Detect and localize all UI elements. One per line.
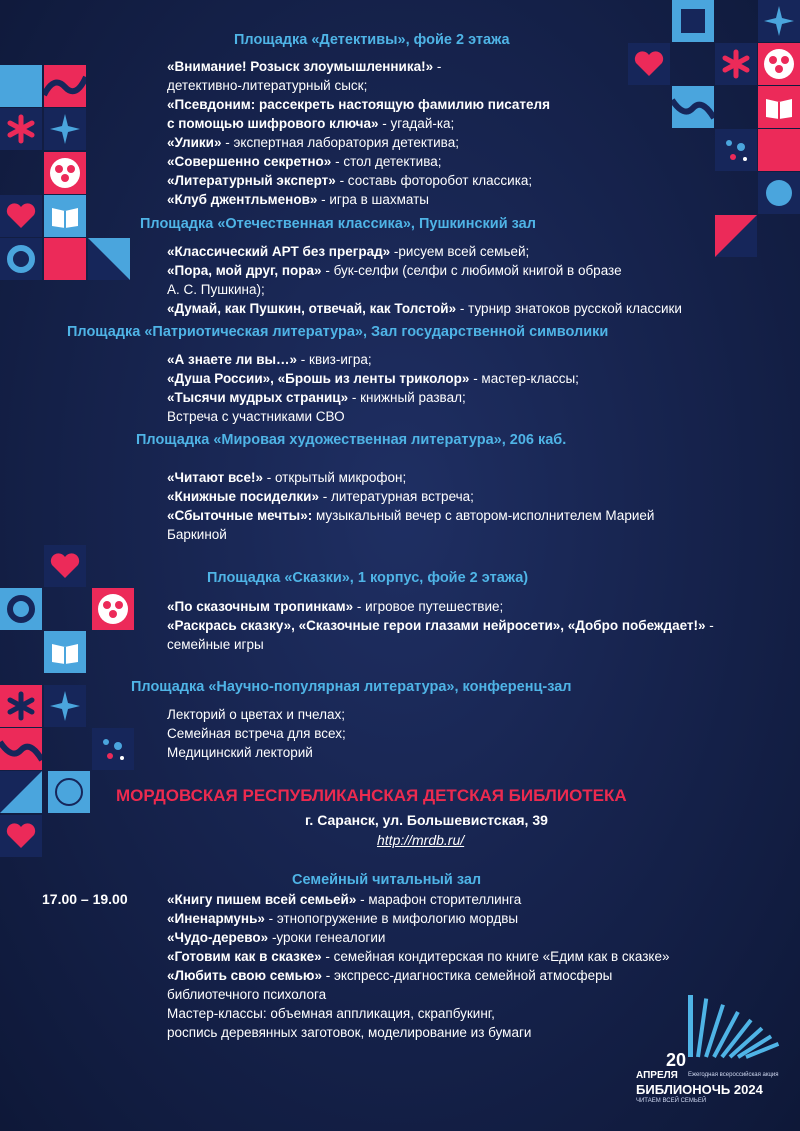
list-item: «Тысячи мудрых страниц» - книжный развал; bbox=[167, 390, 466, 405]
heart-icon bbox=[0, 815, 42, 857]
section-heading-detectives: Площадка «Детективы», фойе 2 этажа bbox=[234, 32, 510, 48]
section-body-detectives bbox=[167, 57, 550, 209]
reading-room-time: 17.00 – 19.00 bbox=[42, 891, 128, 907]
list-item: «Псевдоним: рассекреть настоящую фамилию писателя bbox=[167, 97, 550, 112]
list-item: «Клуб джентльменов» - игра в шахматы bbox=[167, 192, 430, 207]
sparkle-icon bbox=[758, 0, 800, 42]
wave-icon bbox=[44, 65, 86, 107]
list-item: «Любить свою семью» - экспресс-диагностика семейной атмосферы bbox=[167, 968, 613, 983]
list-item: Встреча с участниками СВО bbox=[167, 409, 345, 424]
ring-icon bbox=[0, 238, 42, 280]
triangle-icon bbox=[715, 215, 757, 257]
list-item: Баркиной bbox=[167, 527, 227, 542]
corner-icon bbox=[44, 238, 86, 280]
book-icon bbox=[44, 195, 86, 237]
list-item: «Готовим как в сказке» - семейная кондитерская по книге «Едим как в сказке» bbox=[167, 949, 670, 964]
section-body-popular-science bbox=[167, 705, 346, 762]
logo-month: АПРЕЛЯ bbox=[636, 1070, 678, 1081]
list-item: «Читают все!» - открытый микрофон; bbox=[167, 470, 407, 485]
corner-icon bbox=[758, 129, 800, 171]
list-item: А. С. Пушкина); bbox=[167, 282, 265, 297]
list-item: Медицинский лекторий bbox=[167, 745, 313, 760]
list-item: «Душа России», «Брошь из ленты триколор» - мастер-классы; bbox=[167, 371, 579, 386]
circle-icon bbox=[48, 771, 90, 813]
section-body-patriotic bbox=[167, 350, 579, 426]
section-heading-world-literature: Площадка «Мировая художественная литература», 206 каб. bbox=[136, 432, 567, 448]
list-item: «Книгу пишем всей семьей» - марафон сторителлинга bbox=[167, 892, 522, 907]
circle-icon bbox=[758, 172, 800, 214]
sunburst-icon bbox=[636, 990, 786, 1060]
section-heading-classics: Площадка «Отечественная классика», Пушкинский зал bbox=[140, 216, 536, 232]
list-item: Лекторий о цветах и пчелах; bbox=[167, 707, 345, 722]
list-item: роспись деревянных заготовок, моделирование из бумаги bbox=[167, 1025, 532, 1040]
list-item: библиотечного психолога bbox=[167, 987, 327, 1002]
list-item: «Совершенно секретно» - стол детектива; bbox=[167, 154, 442, 169]
triangle-icon bbox=[0, 771, 42, 813]
family-icon bbox=[758, 43, 800, 85]
list-item: «Иненармунь» - этнопогружение в мифологию мордвы bbox=[167, 911, 519, 926]
list-item: «Пора, мой друг, пора» - бук-селфи (селфи с любимой книгой в образе bbox=[167, 263, 622, 278]
list-item: «Классический АРТ без преград» -рисуем всей семьей; bbox=[167, 244, 530, 259]
reading-room-heading: Семейный читальный зал bbox=[292, 872, 482, 888]
ring-icon bbox=[0, 588, 42, 630]
list-item: «Чудо-дерево» -уроки генеалогии bbox=[167, 930, 386, 945]
library-link[interactable]: http://mrdb.ru/ bbox=[377, 832, 465, 848]
biblionight-logo bbox=[636, 990, 786, 1110]
section-body-fairy-tales bbox=[167, 597, 714, 654]
triangle-icon bbox=[88, 238, 130, 280]
section-body-world-literature bbox=[167, 468, 654, 544]
logo-name: БИБЛИОНОЧЬ 2024 bbox=[636, 1082, 763, 1097]
heart-icon bbox=[628, 43, 670, 85]
asterisk-icon bbox=[0, 685, 42, 727]
family-icon bbox=[92, 588, 134, 630]
list-item: «Сбыточные мечты»: музыкальный вечер с автором-исполнителем Марией bbox=[167, 508, 655, 523]
dots-icon bbox=[715, 129, 757, 171]
asterisk-icon bbox=[0, 108, 42, 150]
dots-icon bbox=[92, 728, 134, 770]
section-heading-fairy-tales: Площадка «Сказки», 1 корпус, фойе 2 этажа) bbox=[207, 570, 529, 586]
logo-tagline: Ежегодная всероссийская акция bbox=[688, 1072, 779, 1078]
list-item: «Литературный эксперт» - составь фоторобот классика; bbox=[167, 173, 533, 188]
circle-icon bbox=[0, 65, 42, 107]
asterisk-icon bbox=[715, 43, 757, 85]
sparkle-icon bbox=[44, 685, 86, 727]
wave-icon bbox=[0, 728, 42, 770]
list-item: семейные игры bbox=[167, 637, 264, 652]
section-heading-popular-science: Площадка «Научно-популярная литература», конференц-зал bbox=[131, 679, 572, 695]
list-item: «Думай, как Пушкин, отвечай, как Толстой» - турнир знатоков русской классики bbox=[167, 301, 682, 316]
logo-day: 20 bbox=[666, 1050, 687, 1070]
library-address: г. Саранск, ул. Большевистская, 39 bbox=[305, 812, 548, 828]
book-icon bbox=[758, 86, 800, 128]
heart-icon bbox=[44, 545, 86, 587]
wave-icon bbox=[672, 86, 714, 128]
section-body-classics bbox=[167, 242, 682, 318]
square-icon bbox=[672, 0, 714, 42]
list-item: «Улики» - экспертная лаборатория детектива; bbox=[167, 135, 459, 150]
family-icon bbox=[44, 152, 86, 194]
list-item: «Внимание! Розыск злоумышленника!» - bbox=[167, 59, 442, 74]
list-item: Семейная встреча для всех; bbox=[167, 726, 346, 741]
section-heading-patriotic: Площадка «Патриотическая литература», Зал государственной символики bbox=[67, 324, 609, 340]
logo-slogan: ЧИТАЕМ ВСЕЙ СЕМЬЕЙ bbox=[636, 1098, 707, 1104]
list-item: «Раскрась сказку», «Сказочные герои глазами нейросети», «Добро побеждает!» - bbox=[167, 618, 714, 633]
list-item: «По сказочным тропинкам» - игровое путешествие; bbox=[167, 599, 504, 614]
library-link-wrap bbox=[377, 832, 464, 848]
library-name: МОРДОВСКАЯ РЕСПУБЛИКАНСКАЯ ДЕТСКАЯ БИБЛИОТЕКА bbox=[116, 786, 627, 805]
reading-room-body bbox=[167, 890, 669, 1042]
heart-icon bbox=[0, 195, 42, 237]
list-item: «Книжные посиделки» - литературная встреча; bbox=[167, 489, 474, 504]
list-item: с помощью шифрового ключа» - угадай-ка; bbox=[167, 116, 455, 131]
list-item: «А знаете ли вы…» - квиз-игра; bbox=[167, 352, 372, 367]
list-item: Мастер-классы: объемная аппликация, скрапбукинг, bbox=[167, 1006, 495, 1021]
book-icon bbox=[44, 631, 86, 673]
sparkle-icon bbox=[44, 108, 86, 150]
list-item: детективно-литературный сыск; bbox=[167, 78, 368, 93]
